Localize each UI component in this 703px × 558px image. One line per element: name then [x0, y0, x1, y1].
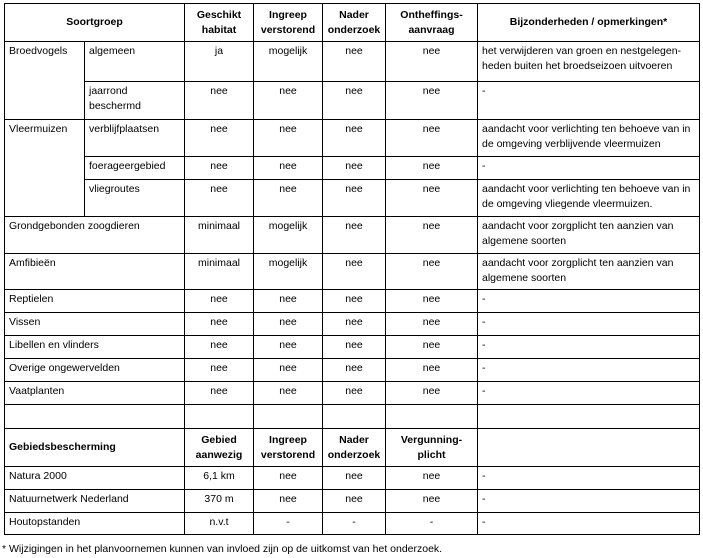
remark-cell: het verwijderen van groen en nestgelegen-heden buiten het broedseizoen uitvoeren: [478, 42, 700, 82]
table-row: [5, 120, 700, 157]
table-row: [5, 382, 700, 405]
remark-cell: -: [478, 513, 700, 535]
nader-cell: nee: [323, 157, 386, 180]
ontheffing-cell: nee: [386, 313, 478, 336]
nader-cell: nee: [323, 82, 386, 120]
col-header: Soortgroep: [5, 4, 185, 42]
ontheffing-cell: nee: [386, 254, 478, 290]
remark-cell: -: [478, 313, 700, 336]
nader-cell: -: [323, 513, 386, 535]
ontheffing-cell: nee: [386, 359, 478, 382]
ingreep-cell: nee: [254, 336, 323, 359]
table-row: [5, 467, 700, 490]
habitat-cell: nee: [185, 290, 254, 313]
group-cell: Vleermuizen: [5, 120, 85, 217]
remark-cell: -: [478, 490, 700, 513]
subgroup-cell: vliegroutes: [85, 180, 185, 217]
ingreep-cell: mogelijk: [254, 42, 323, 82]
ingreep-cell: nee: [254, 467, 323, 490]
spacer-row: [5, 405, 700, 429]
col-header: Nader onderzoek: [323, 429, 386, 467]
table-row: [5, 513, 700, 535]
footnote: * Wijzigingen in het planvoornemen kunnen van invloed zijn op de uitkomst van het onderzoek.: [2, 543, 443, 555]
col-header: Vergunning-plicht: [386, 429, 478, 467]
subgroup-cell: algemeen: [85, 42, 185, 82]
habitat-cell: ja: [185, 42, 254, 82]
col-header: Geschikt habitat: [185, 4, 254, 42]
remark-cell: -: [478, 359, 700, 382]
table-row: [5, 180, 700, 217]
group-cell: Reptielen: [5, 290, 185, 313]
ingreep-cell: nee: [254, 382, 323, 405]
col-header: Bijzonderheden / opmerkingen*: [478, 4, 700, 42]
remark-cell: -: [478, 382, 700, 405]
remark-cell: -: [478, 467, 700, 490]
ingreep-cell: nee: [254, 359, 323, 382]
vergunning-cell: nee: [386, 490, 478, 513]
remark-cell: -: [478, 336, 700, 359]
group-cell: Vaatplanten: [5, 382, 185, 405]
remark-cell: aandacht voor zorgplicht ten aanzien van algemene soorten: [478, 254, 700, 290]
ingreep-cell: nee: [254, 120, 323, 157]
table-row: [5, 217, 700, 254]
nader-cell: nee: [323, 313, 386, 336]
col-header: Gebied aanwezig: [185, 429, 254, 467]
ingreep-cell: -: [254, 513, 323, 535]
remark-cell: -: [478, 290, 700, 313]
remark-cell: aandacht voor zorgplicht ten aanzien van algemene soorten: [478, 217, 700, 254]
col-header: Gebiedsbescherming: [5, 429, 185, 467]
area-cell: Natura 2000: [5, 467, 185, 490]
vergunning-cell: nee: [386, 467, 478, 490]
ontheffing-cell: nee: [386, 120, 478, 157]
nader-cell: nee: [323, 336, 386, 359]
ingreep-cell: mogelijk: [254, 254, 323, 290]
ingreep-cell: nee: [254, 157, 323, 180]
ecology-table: [4, 3, 700, 535]
subgroup-cell: verblijfplaatsen: [85, 120, 185, 157]
group-cell: Broedvogels: [5, 42, 85, 120]
table-row: [5, 42, 700, 82]
ingreep-cell: nee: [254, 180, 323, 217]
nader-cell: nee: [323, 290, 386, 313]
area-header-row: [5, 429, 700, 467]
habitat-cell: nee: [185, 336, 254, 359]
group-cell: Amfibieën: [5, 254, 185, 290]
table-row: [5, 490, 700, 513]
ontheffing-cell: nee: [386, 382, 478, 405]
nader-cell: nee: [323, 120, 386, 157]
vergunning-cell: -: [386, 513, 478, 535]
ontheffing-cell: nee: [386, 336, 478, 359]
nader-cell: nee: [323, 467, 386, 490]
habitat-cell: minimaal: [185, 217, 254, 254]
group-cell: Overige ongewervelden: [5, 359, 185, 382]
present-cell: n.v.t: [185, 513, 254, 535]
group-cell: Libellen en vlinders: [5, 336, 185, 359]
col-header: Ingreep verstorend: [254, 429, 323, 467]
area-cell: Houtopstanden: [5, 513, 185, 535]
ingreep-cell: nee: [254, 290, 323, 313]
ontheffing-cell: nee: [386, 180, 478, 217]
habitat-cell: nee: [185, 313, 254, 336]
table-row: [5, 313, 700, 336]
ontheffing-cell: nee: [386, 157, 478, 180]
table-row: [5, 157, 700, 180]
nader-cell: nee: [323, 254, 386, 290]
nader-cell: nee: [323, 217, 386, 254]
present-cell: 370 m: [185, 490, 254, 513]
ingreep-cell: nee: [254, 490, 323, 513]
present-cell: 6,1 km: [185, 467, 254, 490]
remark-cell: -: [478, 82, 700, 120]
subgroup-cell: jaarrond beschermd: [85, 82, 185, 120]
remark-cell: aandacht voor verlichting ten behoeve van in de omgeving vliegende vleermuizen.: [478, 180, 700, 217]
col-header: Ontheffings-aanvraag: [386, 4, 478, 42]
nader-cell: nee: [323, 359, 386, 382]
habitat-cell: nee: [185, 359, 254, 382]
col-header: Ingreep verstorend: [254, 4, 323, 42]
subgroup-cell: foerageergebied: [85, 157, 185, 180]
habitat-cell: nee: [185, 157, 254, 180]
table-row: [5, 359, 700, 382]
table-row: [5, 254, 700, 290]
habitat-cell: minimaal: [185, 254, 254, 290]
ontheffing-cell: nee: [386, 217, 478, 254]
table-row: [5, 82, 700, 120]
ontheffing-cell: nee: [386, 82, 478, 120]
nader-cell: nee: [323, 180, 386, 217]
group-cell: Vissen: [5, 313, 185, 336]
remark-cell: -: [478, 157, 700, 180]
habitat-cell: nee: [185, 82, 254, 120]
habitat-cell: nee: [185, 382, 254, 405]
habitat-cell: nee: [185, 180, 254, 217]
table-row: [5, 336, 700, 359]
ingreep-cell: mogelijk: [254, 217, 323, 254]
ingreep-cell: nee: [254, 82, 323, 120]
habitat-cell: nee: [185, 120, 254, 157]
group-cell: Grondgebonden zoogdieren: [5, 217, 185, 254]
ontheffing-cell: nee: [386, 42, 478, 82]
nader-cell: nee: [323, 382, 386, 405]
ontheffing-cell: nee: [386, 290, 478, 313]
col-header: Nader onderzoek: [323, 4, 386, 42]
nader-cell: nee: [323, 490, 386, 513]
remark-cell: aandacht voor verlichting ten behoeve van in de omgeving verblijvende vleermuizen: [478, 120, 700, 157]
species-header-row: [5, 4, 700, 42]
nader-cell: nee: [323, 42, 386, 82]
ingreep-cell: nee: [254, 313, 323, 336]
table-row: [5, 290, 700, 313]
area-cell: Natuurnetwerk Nederland: [5, 490, 185, 513]
col-header: [478, 429, 700, 467]
